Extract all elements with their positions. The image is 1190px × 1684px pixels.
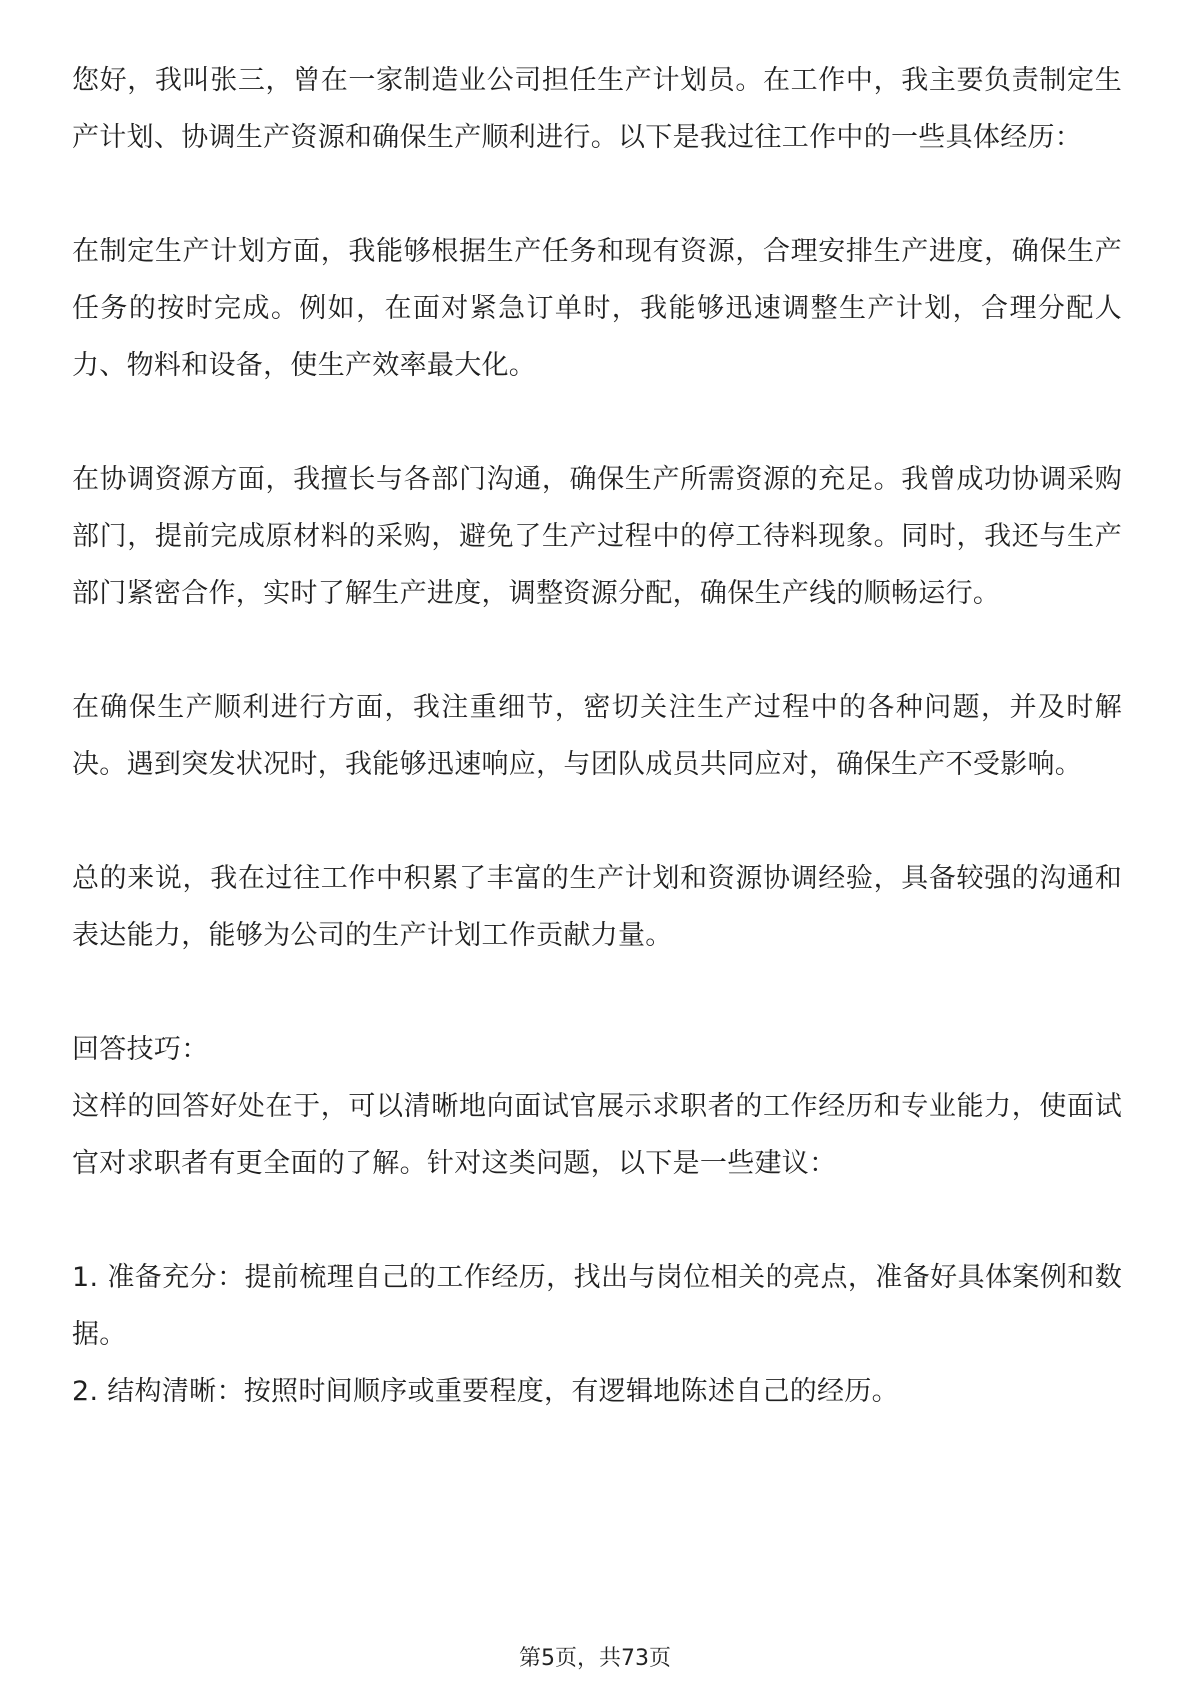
paragraph-execution: 在确保生产顺利进行方面，我注重细节，密切关注生产过程中的各种问题，并及时解决。遇到突发状况时，我能够迅速响应，与团队成员共同应对，确保生产不受影响。 (72, 692, 1122, 780)
tips-item: 2. 结构清晰：按照时间顺序或重要程度，有逻辑地陈述自己的经历。 (72, 1376, 899, 1407)
paragraph-summary: 总的来说，我在过往工作中积累了丰富的生产计划和资源协调经验，具备较强的沟通和表达能力，能够为公司的生产计划工作贡献力量。 (72, 863, 1122, 951)
paragraph-intro: 您好，我叫张三，曾在一家制造业公司担任生产计划员。在工作中，我主要负责制定生产计划、协调生产资源和确保生产顺利进行。以下是我过往工作中的一些具体经历： (72, 65, 1122, 153)
paragraph-coordination: 在协调资源方面，我擅长与各部门沟通，确保生产所需资源的充足。我曾成功协调采购部门，提前完成原材料的采购，避免了生产过程中的停工待料现象。同时，我还与生产部门紧密合作，实时了解生产进度，调整资源分配，确保生产线的顺畅运行。 (72, 464, 1122, 609)
tips-item: 1. 准备充分：提前梳理自己的工作经历，找出与岗位相关的亮点，准备好具体案例和数据。 (72, 1262, 1122, 1350)
paragraph-planning: 在制定生产计划方面，我能够根据生产任务和现有资源，合理安排生产进度，确保生产任务的按时完成。例如，在面对紧急订单时，我能够迅速调整生产计划，合理分配人力、物料和设备，使生产效率最大化。 (72, 236, 1122, 381)
page-number: 第5页，共73页 (519, 1646, 671, 1671)
tips-intro: 这样的回答好处在于，可以清晰地向面试官展示求职者的工作经历和专业能力，使面试官对求职者有更全面的了解。针对这类问题，以下是一些建议： (72, 1091, 1122, 1179)
document-body (72, 52, 1122, 1420)
tips-heading: 回答技巧： (72, 1034, 209, 1065)
